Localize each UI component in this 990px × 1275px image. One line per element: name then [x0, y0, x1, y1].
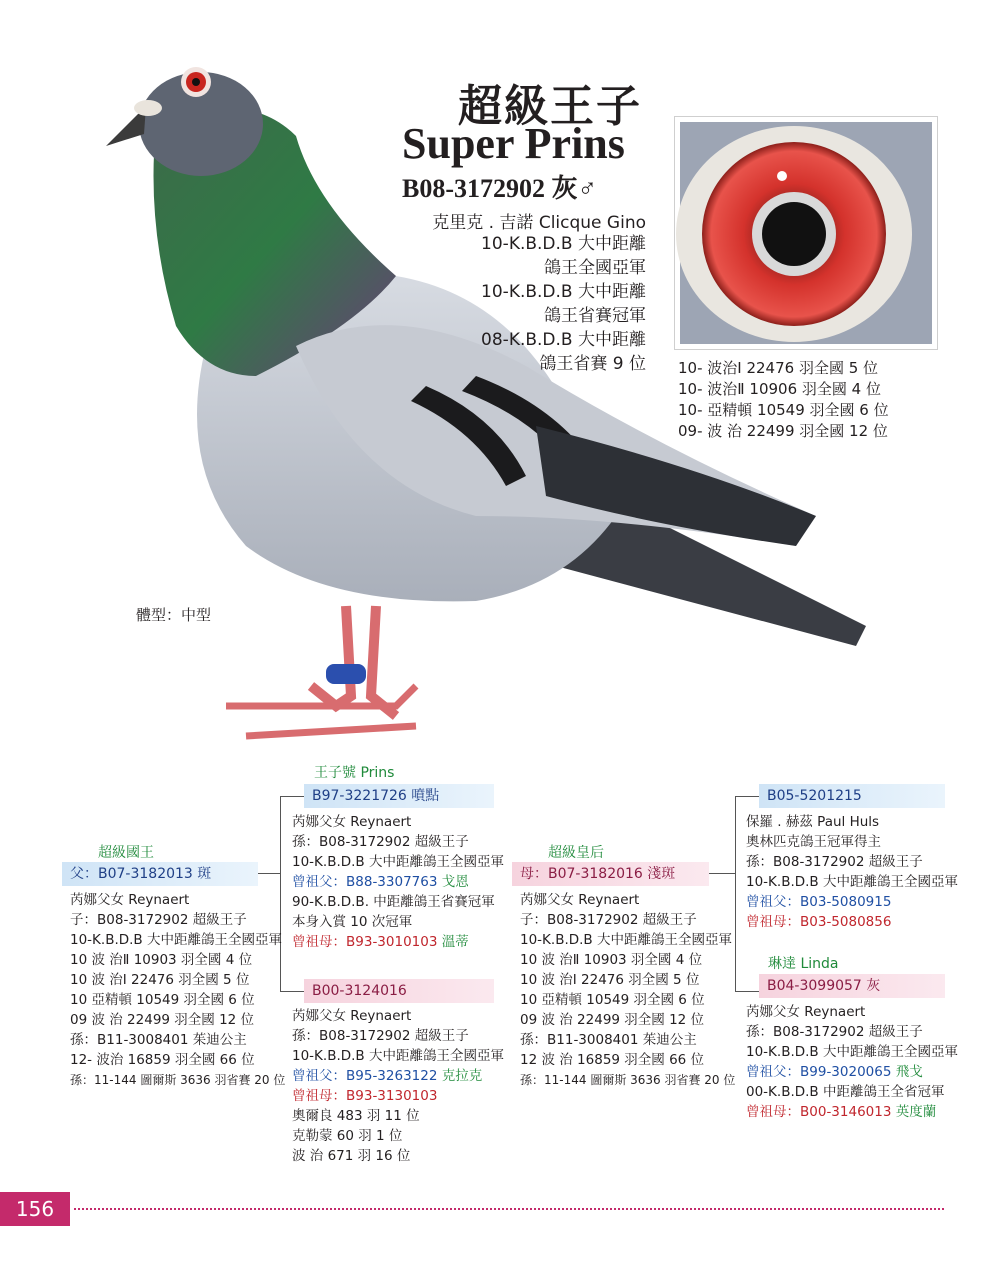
- pedigree-line: [735, 796, 759, 797]
- great-granddam-line: [746, 912, 958, 932]
- sire-sire-detail-line: 孫：B08-3172902 超級王子: [292, 834, 469, 850]
- great-granddam-name: 溫蒂: [441, 934, 469, 950]
- honor-line: 鴿王省賽 9 位: [539, 354, 646, 374]
- breeder-name: 克里克 . 吉諾 Clicque Gino: [432, 213, 646, 233]
- great-grandsire-prefix: 曾祖父：: [292, 1068, 346, 1084]
- great-granddam-prefix: 曾祖母：: [292, 1088, 346, 1104]
- great-grandsire-name: 克拉克: [441, 1068, 483, 1084]
- sire-detail-line: 10-K.B.D.B 大中距離鴿王全國亞軍: [70, 932, 282, 948]
- sire-detail-line: 子：B08-3172902 超級王子: [70, 912, 247, 928]
- sire-detail-line: 09 波 治 22499 羽全國 12 位: [70, 1012, 255, 1028]
- dam-detail-line: 10-K.B.D.B 大中距離鴿王全國亞軍: [520, 932, 732, 948]
- sire-detail-line: 10 波 治Ⅰ 22476 羽全國 5 位: [70, 972, 250, 988]
- great-grandsire-ring: B88-3307763: [346, 874, 438, 890]
- dam-nickname: 超級皇后: [548, 845, 604, 861]
- great-granddam-line: [746, 1102, 958, 1122]
- great-grandsire-line: [292, 1066, 504, 1086]
- sire-dam-detail-line: 孫：B08-3172902 超級王子: [292, 1028, 469, 1044]
- great-granddam-ring: B93-3130103: [346, 1088, 438, 1104]
- sire-nickname: 超級國王: [98, 845, 154, 861]
- great-granddam-prefix: 曾祖母：: [746, 914, 800, 930]
- race-result-line: 09- 波 治 22499 羽全國 12 位: [678, 422, 888, 440]
- race-result-line: 10- 波治Ⅱ 10906 羽全國 4 位: [678, 380, 881, 398]
- honor-line: 鴿王省賽冠軍: [544, 306, 646, 326]
- great-grandsire-ring: B95-3263122: [346, 1068, 438, 1084]
- dam-details: [520, 890, 735, 1090]
- great-grandsire-line: [746, 1062, 958, 1082]
- dam-dam-detail-line: 00-K.B.D.B 中距離鴿王全省冠軍: [746, 1084, 945, 1100]
- great-grandsire-line: [746, 892, 958, 912]
- sire-details: [70, 890, 285, 1090]
- great-granddam-prefix: 曾祖母：: [292, 934, 346, 950]
- honors-list: [481, 232, 646, 376]
- sire-dam-detail-line: 10-K.B.D.B 大中距離鴿王全國亞軍: [292, 1048, 504, 1064]
- dam-sire-details: [746, 812, 958, 932]
- page-title-english: Super Prins: [402, 119, 625, 168]
- dam-detail-line: 孫：B11-3008401 茱迪公主: [520, 1032, 697, 1048]
- dam-detail-line: 09 波 治 22499 羽全國 12 位: [520, 1012, 705, 1028]
- page-number: 156: [0, 1192, 70, 1226]
- sire-dam-label: B00-3124016: [304, 979, 494, 1003]
- dam-detail-line: 孫：11-144 圖爾斯 3636 羽省賽 20 位: [520, 1073, 736, 1087]
- great-granddam-prefix: 曾祖母：: [746, 1104, 800, 1120]
- dam-dam-label: B04-3099057 灰: [759, 974, 945, 998]
- sire-label: 父：B07-3182013 斑: [62, 862, 258, 886]
- sire-dam-details: [292, 1006, 504, 1166]
- page-title-chinese: 超級王子: [458, 81, 642, 132]
- race-result-line: 10- 亞精頓 10549 羽全國 6 位: [678, 401, 889, 419]
- dam-dam-detail-line: 孫：B08-3172902 超級王子: [746, 1024, 923, 1040]
- great-granddam-ring: B03-5080856: [800, 914, 892, 930]
- dam-detail-line: 子：B08-3172902 超級王子: [520, 912, 697, 928]
- honor-line: 08-K.B.D.B 大中距離: [481, 330, 646, 350]
- eye-photo: [674, 116, 938, 350]
- sire-dam-detail-line: 克勒蒙 60 羽 1 位: [292, 1128, 403, 1144]
- great-grandsire-line: [292, 872, 504, 892]
- great-grandsire-prefix: 曾祖父：: [746, 894, 800, 910]
- dam-detail-line: 12 波 治 16859 羽全國 66 位: [520, 1052, 705, 1068]
- sire-sire-details: [292, 812, 504, 952]
- sire-detail-line: 芮娜父女 Reynaert: [70, 892, 190, 908]
- race-result-line: 10- 波治Ⅰ 22476 羽全國 5 位: [678, 359, 879, 377]
- sire-detail-line: 10 波 治Ⅱ 10903 羽全國 4 位: [70, 952, 253, 968]
- great-grandsire-prefix: 曾祖父：: [746, 1064, 800, 1080]
- pedigree-line: [709, 873, 735, 874]
- sire-dam-detail-line: 波 治 671 羽 16 位: [292, 1148, 411, 1164]
- sire-detail-line: 孫：11-144 圖爾斯 3636 羽省賽 20 位: [70, 1073, 286, 1087]
- dam-sire-label: B05-5201215: [759, 784, 945, 808]
- sire-sire-nickname: 王子號 Prins: [314, 765, 395, 781]
- honor-line: 10-K.B.D.B 大中距離: [481, 282, 646, 302]
- great-granddam-ring: B93-3010103: [346, 934, 438, 950]
- dam-detail-line: 10 亞精頓 10549 羽全國 6 位: [520, 992, 705, 1008]
- dam-label: 母：B07-3182016 淺斑: [512, 862, 709, 886]
- honor-line: 鴿王全國亞軍: [544, 258, 646, 278]
- great-granddam-ring: B00-3146013: [800, 1104, 892, 1120]
- ring-number: B08-3172902 灰♂: [402, 174, 598, 203]
- footer-divider: [74, 1208, 944, 1210]
- great-grandsire-name: 飛戈: [895, 1064, 923, 1080]
- sire-sire-label: B97-3221726 噴點: [304, 784, 494, 808]
- pedigree-line: [280, 796, 304, 797]
- sire-detail-line: 10 亞精頓 10549 羽全國 6 位: [70, 992, 255, 1008]
- race-results: [678, 358, 889, 442]
- dam-detail-line: 10 波 治Ⅱ 10903 羽全國 4 位: [520, 952, 703, 968]
- dam-dam-details: [746, 1002, 958, 1122]
- sire-sire-detail-line: 10-K.B.D.B 大中距離鴿王全國亞軍: [292, 854, 504, 870]
- dam-sire-detail-line: 保羅 . 赫茲 Paul Huls: [746, 814, 880, 830]
- great-grandsire-prefix: 曾祖父：: [292, 874, 346, 890]
- great-granddam-line: [292, 932, 504, 952]
- sire-detail-line: 孫：B11-3008401 茱迪公主: [70, 1032, 247, 1048]
- sire-dam-detail-line: 芮娜父女 Reynaert: [292, 1008, 412, 1024]
- great-grandsire-ring: B99-3020065: [800, 1064, 892, 1080]
- dam-sire-detail-line: 奧林匹克鴿王冠軍得主: [746, 834, 881, 850]
- dam-detail-line: 10 波 治Ⅰ 22476 羽全國 5 位: [520, 972, 700, 988]
- dam-dam-nickname: 琳達 Linda: [768, 956, 839, 972]
- sire-dam-detail-line: 奧爾良 483 羽 11 位: [292, 1108, 420, 1124]
- dam-detail-line: 芮娜父女 Reynaert: [520, 892, 640, 908]
- dam-sire-detail-line: 孫：B08-3172902 超級王子: [746, 854, 923, 870]
- great-granddam-name: 英度蘭: [895, 1104, 937, 1120]
- pedigree-line: [735, 991, 759, 992]
- dam-dam-detail-line: 10-K.B.D.B 大中距離鴿王全國亞軍: [746, 1044, 958, 1060]
- dam-dam-detail-line: 芮娜父女 Reynaert: [746, 1004, 866, 1020]
- great-grandsire-ring: B03-5080915: [800, 894, 892, 910]
- honor-line: 10-K.B.D.B 大中距離: [481, 234, 646, 254]
- sire-sire-detail-line: 芮娜父女 Reynaert: [292, 814, 412, 830]
- great-grandsire-name: 戈恩: [441, 874, 469, 890]
- sire-detail-line: 12- 波治 16859 羽全國 66 位: [70, 1052, 255, 1068]
- body-type: 體型：中型: [136, 606, 212, 624]
- pedigree-line: [258, 873, 280, 874]
- sire-sire-detail-line: 90-K.B.D.B. 中距離鴿王省賽冠軍: [292, 894, 495, 910]
- sire-sire-detail-line: 本身入賞 10 次冠軍: [292, 914, 413, 930]
- dam-sire-detail-line: 10-K.B.D.B 大中距離鴿王全國亞軍: [746, 874, 958, 890]
- great-granddam-line: [292, 1086, 504, 1106]
